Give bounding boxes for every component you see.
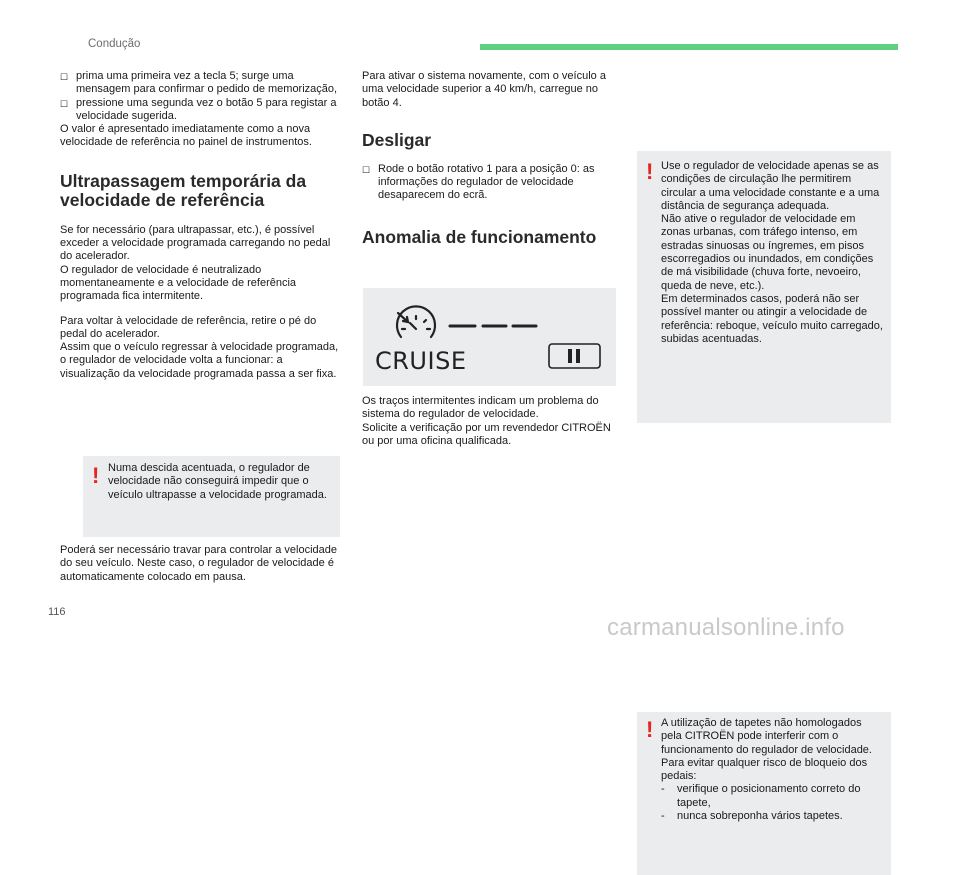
section-title: Condução <box>88 38 141 50</box>
column-2-bottom <box>362 395 618 448</box>
bullet-text: prima uma primeira vez a tecla 5; surge uma mensagem para confirmar o pedido de memorização, <box>76 70 338 96</box>
cruise-label: CRUISE <box>375 347 467 375</box>
list-item <box>60 97 343 124</box>
bullet-icon: ☐ <box>362 164 371 175</box>
section-accent-bar <box>480 44 898 50</box>
cruise-display-illustration <box>363 288 616 386</box>
paragraph: Para voltar à velocidade de referência, retire o pé do pedal do acelerador. <box>60 314 317 340</box>
list-item <box>362 163 618 203</box>
warning-box <box>637 151 891 423</box>
warning-text: Para evitar qualquer risco de bloqueio dos pedais: <box>661 756 868 783</box>
list-item-text: verifique o posicionamento correto do tapete, <box>677 783 861 809</box>
speedometer-icon <box>397 306 435 337</box>
watermark: carmanualsonline.info <box>607 614 845 641</box>
column-1 <box>60 70 343 381</box>
warning-box <box>83 456 340 537</box>
warning-list <box>661 783 885 823</box>
warning-box <box>637 712 891 875</box>
paragraph: O regulador de velocidade é neutralizado momentaneamente e a velocidade de referência programada fica intermitente. <box>60 263 297 303</box>
bullet-text: pressione uma segunda vez o botão 5 para registar a velocidade sugerida. <box>76 96 337 122</box>
bullet-icon: ☐ <box>60 72 69 82</box>
warning-icon: ! <box>646 159 654 184</box>
warning-text: Não ative o regulador de velocidade em zonas urbanas, com tráfego intenso, em estradas sinuosas ou íngremes, em pisos escorregadios ou inundados, em condições de má visibilidade (chuva forte, nevoeiro, queda de neve, etc.). <box>661 213 874 292</box>
warning-text: Use o regulador de velocidade apenas se as condições de circulação lhe permitirem circular a uma velocidade constante e a uma distância de segurança adequada. <box>661 160 880 212</box>
cruise-display-graphic <box>363 288 616 386</box>
warning-icon: ! <box>646 717 654 742</box>
paragraph: Solicite a verificação por um revendedor CITROËN ou por uma oficina qualificada. <box>362 421 611 447</box>
list-item-text: nunca sobreponha vários tapetes. <box>677 810 843 823</box>
paragraph: O valor é apresentado imediatamente como a nova velocidade de referência no painel de instrumentos. <box>60 123 312 149</box>
section-heading: Desligar <box>362 129 432 150</box>
list-item: - nunca sobreponha vários tapetes. <box>661 810 843 823</box>
paragraph: Assim que o veículo regressar à velocidade programada, o regulador de velocidade volta a funcionar: a visualização da velocidade programada passa a ser fixa. <box>60 341 339 380</box>
column-1-bottom <box>60 544 343 584</box>
section-heading: Ultrapassagem temporária da velocidade de referência <box>60 170 307 210</box>
warning-icon: ! <box>92 463 100 488</box>
bullet-icon: ☐ <box>60 98 69 109</box>
pause-icon <box>549 344 600 368</box>
warning-text: Numa descida acentuada, o regulador de velocidade não conseguirá impedir que o veículo ultrapasse a velocidade programada. <box>108 462 327 501</box>
paragraph: Para ativar o sistema novamente, com o veículo a uma velocidade superior a 40 km/h, carregue no botão 4. <box>362 70 606 109</box>
list-item: - verifique o posicionamento correto do tapete, <box>661 783 885 810</box>
column-2 <box>362 70 618 248</box>
paragraph: Se for necessário (para ultrapassar, etc.), é possível exceder a velocidade programada carregando no pedal do acelerador. <box>60 223 331 263</box>
page-number: 116 <box>48 606 66 618</box>
paragraph: Poderá ser necessário travar para controlar a velocidade do seu veículo. Neste caso, o regulador de velocidade é automaticamente colocado em pausa. <box>60 544 337 583</box>
warning-text: Em determinados casos, poderá não ser possível manter ou atingir a velocidade de referência: reboque, veículo muito carregado, subidas acentuadas. <box>661 292 883 345</box>
paragraph: Os traços intermitentes indicam um problema do sistema do regulador de velocidade. <box>362 395 599 421</box>
bullet-text: Rode o botão rotativo 1 para a posição 0: as informações do regulador de velocidade desaparecem do ecrã. <box>378 162 595 202</box>
warning-text: A utilização de tapetes não homologados pela CITROËN pode interferir com o funcionamento do regulador de velocidade. <box>661 717 872 756</box>
section-heading: Anomalia de funcionamento <box>362 226 597 247</box>
list-item <box>60 70 343 97</box>
